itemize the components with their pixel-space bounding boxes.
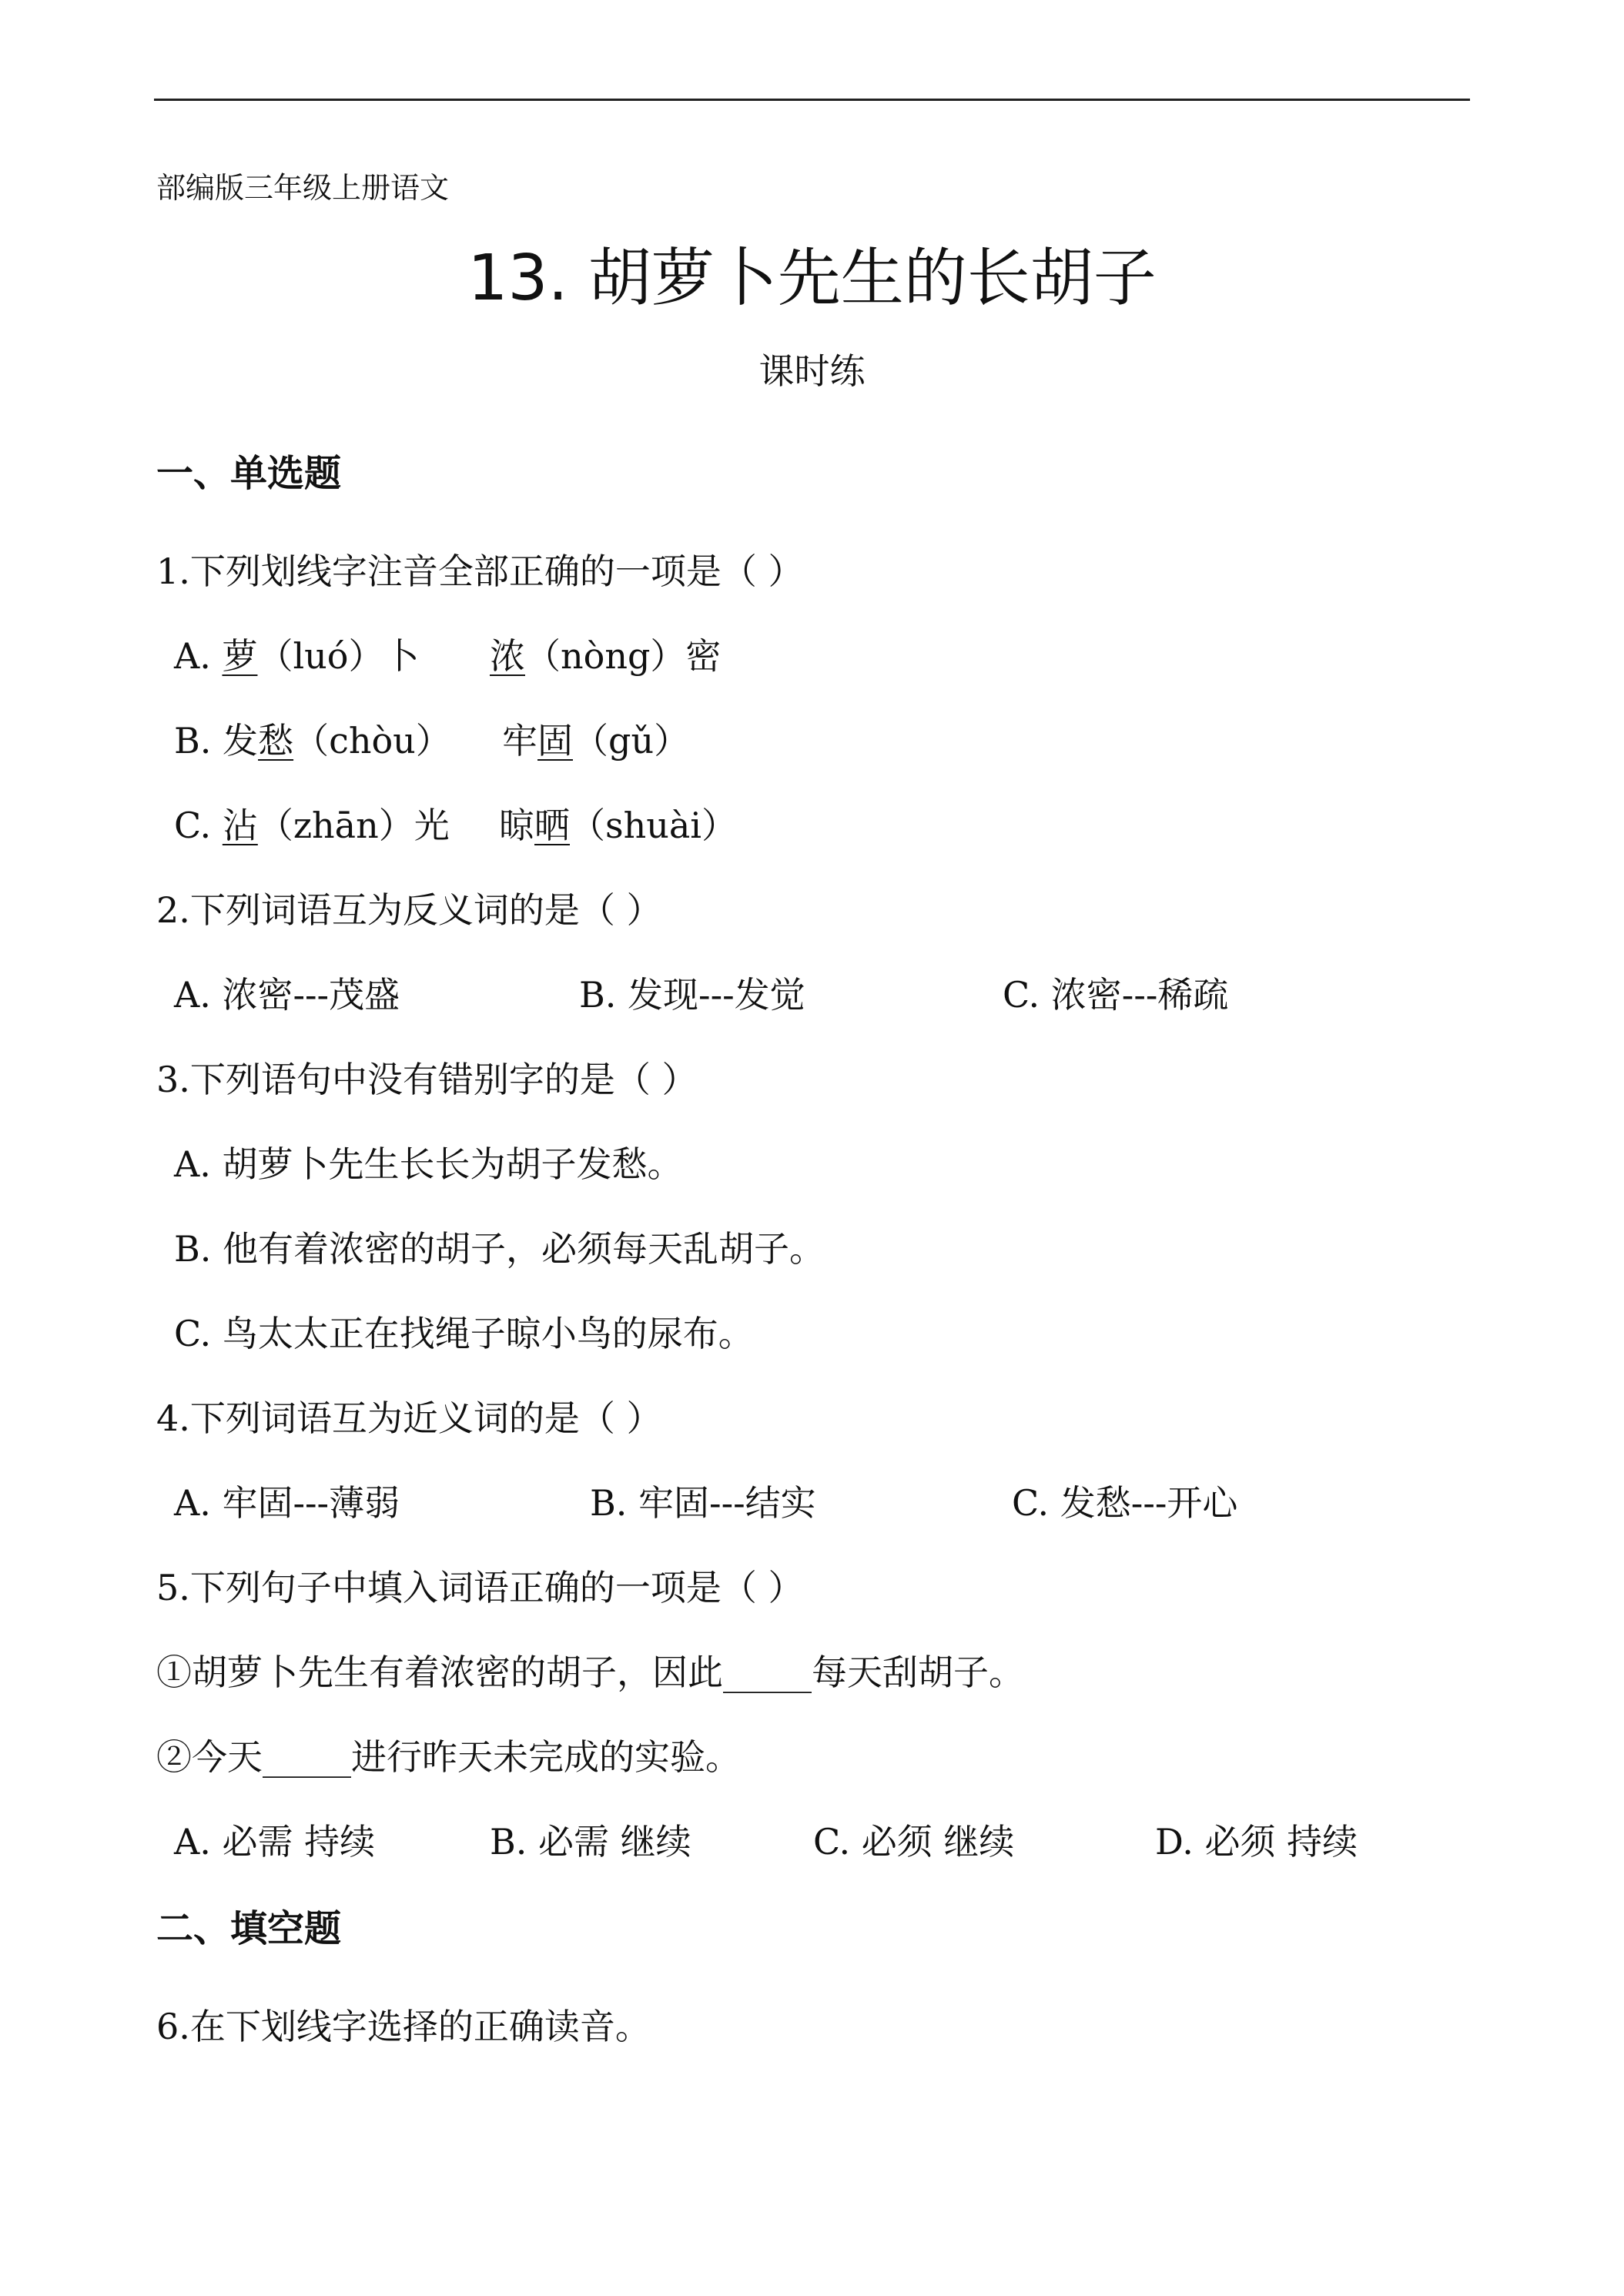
page-title: 13. 胡萝卜先生的长胡子 (467, 242, 1157, 315)
page-subtitle: 课时练 (758, 350, 866, 392)
question-3-option-a: A. 胡萝卜先生长长为胡子发愁。 (174, 1143, 683, 1185)
question-4-option-c: C. 发愁---开心 (1012, 1482, 1238, 1524)
question-2-option-c: C. 浓密---稀疏 (1003, 974, 1229, 1016)
question-5-sentence-1: ①胡萝卜先生有着浓密的胡子，因此_____每天刮胡子。 (156, 1652, 1024, 1693)
question-1-option-b-second: 牢固（gǔ） (502, 720, 690, 761)
question-1-option-a-second: 浓（nòng）密 (490, 635, 722, 677)
underlined-char: 沾 (222, 805, 258, 846)
header-rule (154, 99, 1470, 101)
question-4-option-a: A. 牢固---薄弱 (174, 1482, 400, 1524)
underlined-char: 固 (537, 720, 573, 761)
page-header: 部编版三年级上册语文 (156, 171, 450, 205)
question-5-option-d: D. 必须 持续 (1155, 1821, 1358, 1863)
question-5-sentence-2: ②今天_____进行昨天未完成的实验。 (156, 1736, 741, 1778)
question-1-stem: 1.下列划线字注音全部正确的一项是（ ） (156, 551, 804, 592)
question-5-stem: 5.下列句子中填入词语正确的一项是（ ） (156, 1567, 804, 1608)
question-3-option-c: C. 鸟太太正在找绳子晾小鸟的尿布。 (174, 1313, 754, 1354)
question-1-option-c-second: 晾晒（shuài） (499, 805, 737, 846)
underlined-char: 萝 (222, 635, 258, 677)
question-5-option-b: B. 必需 继续 (490, 1821, 691, 1863)
question-3-option-b: B. 他有着浓密的胡子，必须每天乱胡子。 (174, 1228, 825, 1270)
question-4-option-b: B. 牢固---结实 (590, 1482, 816, 1524)
underlined-char: 浓 (490, 635, 525, 677)
question-3-stem: 3.下列语句中没有错别字的是（ ） (156, 1059, 698, 1100)
question-5-option-a: A. 必需 持续 (174, 1821, 376, 1863)
question-1-option-b: B. 发愁（chòu） (174, 720, 451, 761)
underlined-char: 晒 (534, 805, 570, 846)
question-6-stem: 6.在下划线字选择的正确读音。 (156, 2006, 651, 2047)
section-heading-fill-blank: 二、填空题 (156, 1907, 342, 1950)
underlined-char: 愁 (258, 720, 294, 761)
question-2-option-b: B. 发现---发觉 (579, 974, 805, 1016)
question-2-option-a: A. 浓密---茂盛 (174, 974, 400, 1016)
question-1-option-a: A. 萝（luó）卜 (174, 635, 420, 677)
section-heading-single-choice: 一、单选题 (156, 452, 342, 495)
question-2-stem: 2.下列词语互为反义词的是（ ） (156, 889, 662, 931)
question-4-stem: 4.下列词语互为近义词的是（ ） (156, 1397, 662, 1439)
question-1-option-c: C. 沾（zhān）光 (174, 805, 450, 846)
question-5-option-c: C. 必须 继续 (813, 1821, 1015, 1863)
